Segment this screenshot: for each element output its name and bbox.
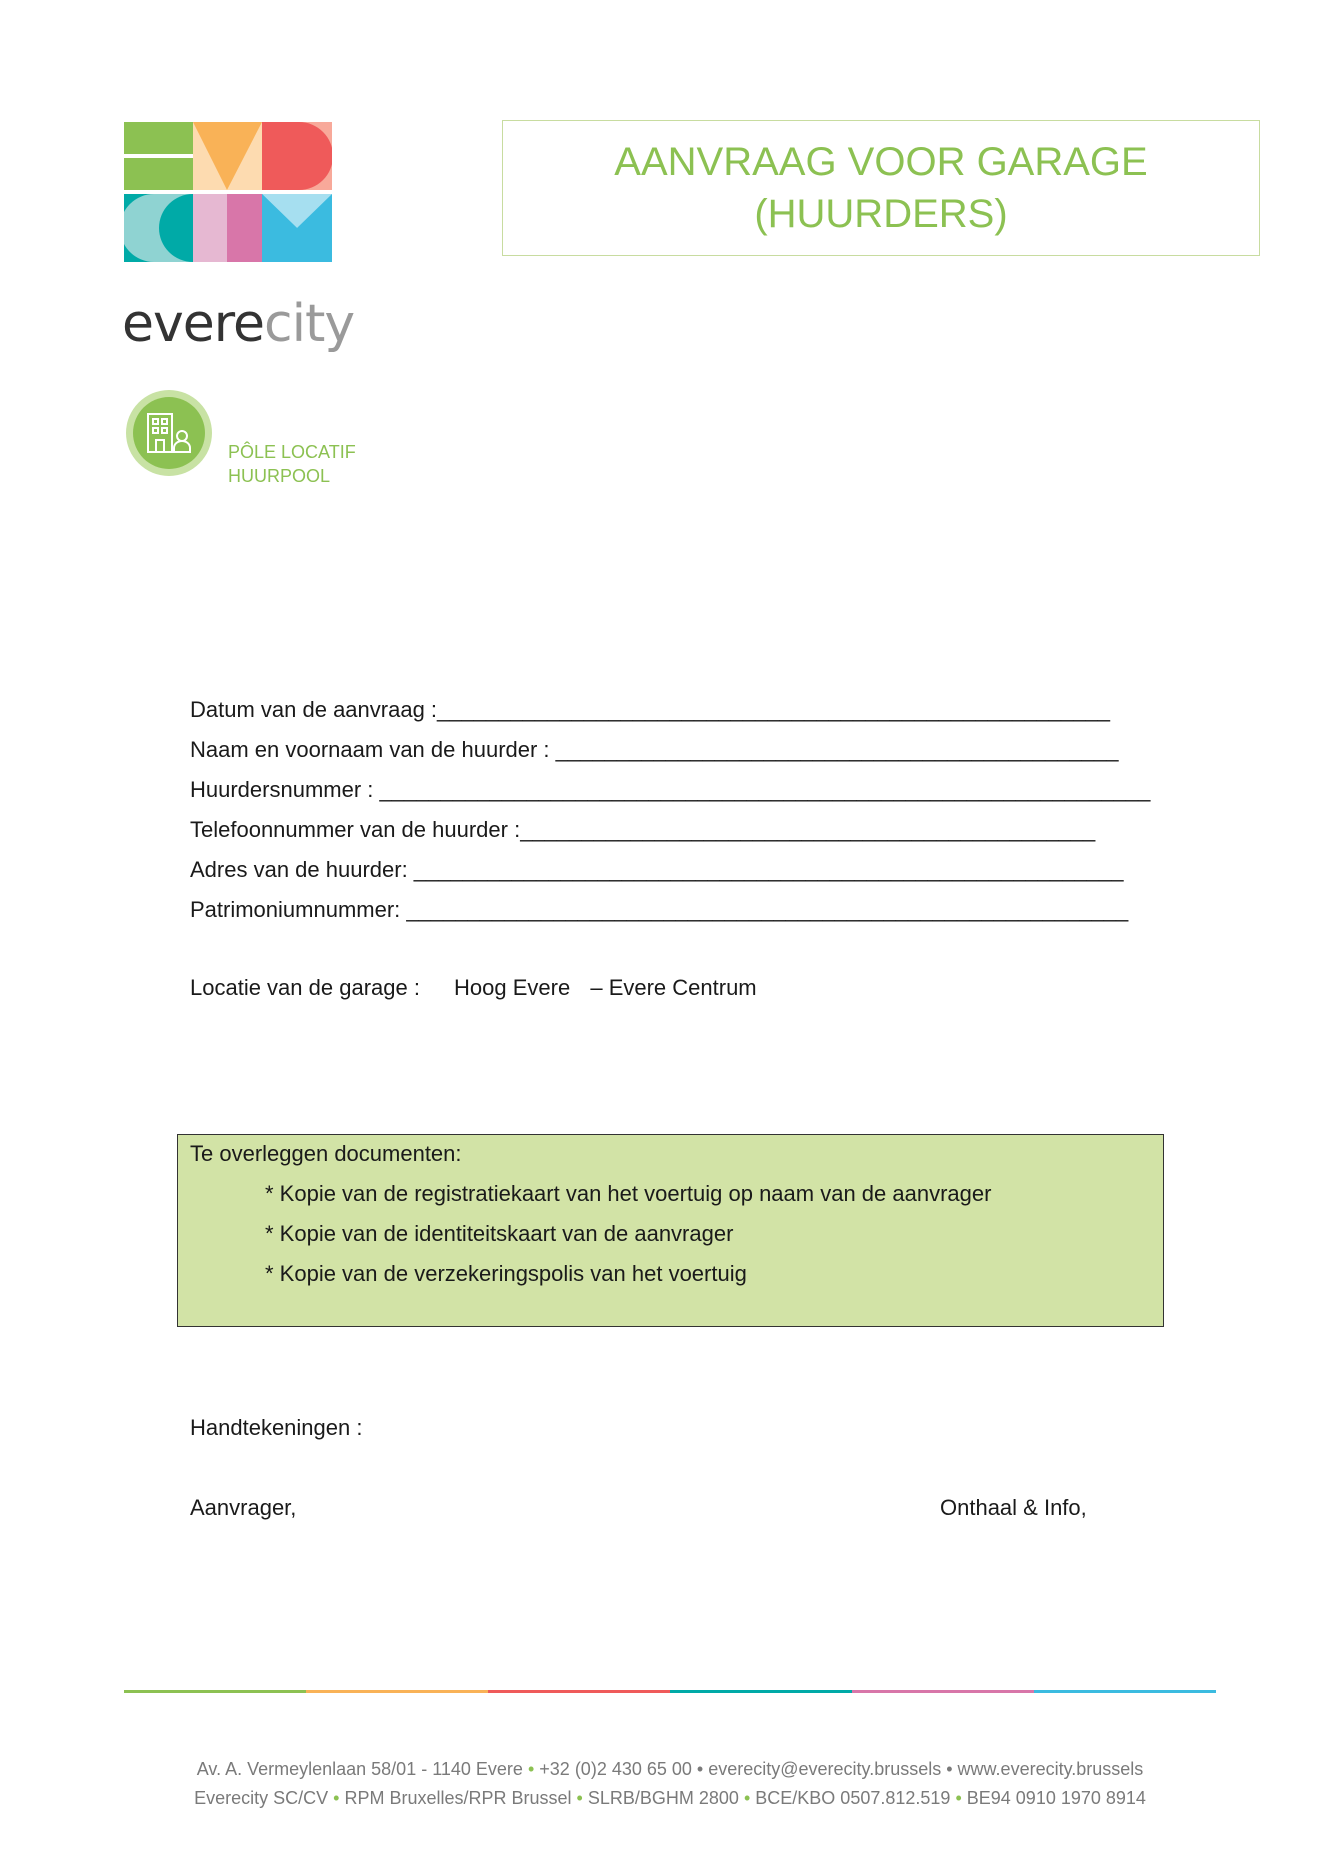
field-tenant-number[interactable]: Huurdersnummer : _______________________________________________________________	[190, 777, 1151, 802]
footer-address: Av. A. Vermeylenlaan 58/01 - 1140 Evere	[196, 1759, 523, 1779]
footer-color-bar	[124, 1690, 1216, 1693]
garage-location-label: Locatie van de garage :	[190, 975, 420, 1000]
footer-bce: BCE/KBO 0507.812.519	[755, 1788, 951, 1808]
field-patrimony-number[interactable]: Patrimoniumnummer: ___________________________________________________________	[190, 897, 1129, 922]
field-request-date[interactable]: Datum van de aanvraag :_______________________________________________________	[190, 697, 1110, 722]
pool-label	[228, 440, 356, 488]
footer-email[interactable]: everecity@everecity.brussels	[708, 1759, 942, 1779]
signatures-label: Handtekeningen :	[190, 1415, 363, 1440]
footer-rpm: RPM Bruxelles/RPR Brussel	[344, 1788, 572, 1808]
wordmark-city: city	[264, 294, 355, 354]
form-fields	[190, 690, 1151, 930]
signature-reception: Onthaal & Info,	[940, 1495, 1087, 1520]
documents-list	[265, 1174, 991, 1294]
location-separator: –	[590, 975, 603, 1000]
everecity-logo	[124, 122, 332, 262]
field-address[interactable]: Adres van de huurder: __________________________________________________________	[190, 857, 1124, 882]
document-title-line1: AANVRAAG VOOR GARAGE	[614, 140, 1148, 184]
pool-label-fr: PÔLE LOCATIF	[228, 442, 356, 462]
location-option-evere-centrum[interactable]: Evere Centrum	[608, 975, 757, 1000]
footer-phone: +32 (0)2 430 65 00	[539, 1759, 692, 1779]
location-option-hoog-evere[interactable]: Hoog Evere	[454, 975, 571, 1000]
footer-company: Everecity SC/CV	[194, 1788, 329, 1808]
document-item: * Kopie van de identiteitskaart van de aanvrager	[265, 1221, 734, 1246]
document-title-line2: (HUURDERS)	[754, 192, 1008, 236]
document-title-box	[502, 120, 1260, 256]
footer-website[interactable]: www.everecity.brussels	[957, 1759, 1144, 1779]
footer-contact-line: Av. A. Vermeylenlaan 58/01 - 1140 Evere • +32 (0)2 430 65 00 • everecity@everecity.brussels • www.everecity.brussels	[196, 1759, 1144, 1779]
garage-location-row	[190, 970, 757, 1006]
pool-label-nl: HUURPOOL	[228, 466, 331, 486]
documents-title: Te overleggen documenten:	[190, 1141, 462, 1166]
everecity-wordmark	[122, 294, 354, 354]
document-item: * Kopie van de verzekeringspolis van het voertuig	[265, 1261, 747, 1286]
field-phone[interactable]: Telefoonnummer van de huurder :_______________________________________________	[190, 817, 1096, 842]
footer-slrb: SLRB/BGHM 2800	[587, 1788, 739, 1808]
footer-iban: BE94 0910 1970 8914	[966, 1788, 1146, 1808]
building-person-icon	[124, 388, 214, 478]
wordmark-evere: evere	[122, 294, 264, 354]
document-item: * Kopie van de registratiekaart van het voertuig op naam van de aanvrager	[265, 1181, 992, 1206]
field-tenant-name[interactable]: Naam en voornaam van de huurder : ______________________________________________	[190, 737, 1119, 762]
footer-legal-line: Everecity SC/CV • RPM Bruxelles/RPR Brussel • SLRB/BGHM 2800 • BCE/KBO 0507.812.519 • BE94 0910 1970 8914	[194, 1788, 1146, 1808]
signature-applicant: Aanvrager,	[190, 1495, 297, 1520]
